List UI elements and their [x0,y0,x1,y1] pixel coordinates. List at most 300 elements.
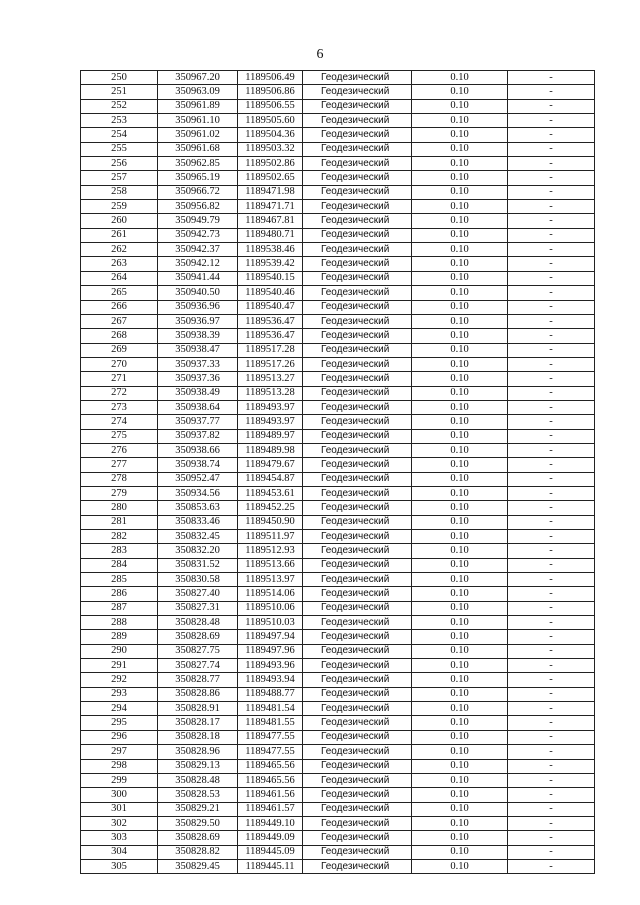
description-cell: - [508,300,595,314]
method-cell: Геодезический [303,99,412,113]
point-number-cell: 279 [81,486,158,500]
table-row [81,185,595,199]
x-coordinate-cell: 350938.74 [158,458,238,472]
table-row [81,515,595,529]
accuracy-cell: 0.10 [412,601,508,615]
method-cell: Геодезический [303,702,412,716]
description-cell: - [508,759,595,773]
accuracy-cell: 0.10 [412,659,508,673]
point-number-cell: 252 [81,99,158,113]
method-cell: Геодезический [303,759,412,773]
x-coordinate-cell: 350829.45 [158,859,238,873]
point-number-cell: 272 [81,386,158,400]
description-cell: - [508,673,595,687]
accuracy-cell: 0.10 [412,730,508,744]
description-cell: - [508,286,595,300]
accuracy-cell: 0.10 [412,214,508,228]
x-coordinate-cell: 350936.96 [158,300,238,314]
table-row [81,157,595,171]
x-coordinate-cell: 350966.72 [158,185,238,199]
y-coordinate-cell: 1189450.90 [238,515,303,529]
accuracy-cell: 0.10 [412,759,508,773]
x-coordinate-cell: 350938.64 [158,400,238,414]
accuracy-cell: 0.10 [412,114,508,128]
point-number-cell: 281 [81,515,158,529]
description-cell: - [508,114,595,128]
point-number-cell: 255 [81,142,158,156]
point-number-cell: 262 [81,243,158,257]
point-number-cell: 267 [81,314,158,328]
y-coordinate-cell: 1189503.32 [238,142,303,156]
accuracy-cell: 0.10 [412,745,508,759]
table-row [81,530,595,544]
table-row [81,400,595,414]
method-cell: Геодезический [303,472,412,486]
x-coordinate-cell: 350942.37 [158,243,238,257]
table-row [81,859,595,873]
y-coordinate-cell: 1189540.15 [238,271,303,285]
table-row [81,601,595,615]
point-number-cell: 257 [81,171,158,185]
description-cell: - [508,99,595,113]
description-cell: - [508,501,595,515]
description-cell: - [508,343,595,357]
x-coordinate-cell: 350961.89 [158,99,238,113]
method-cell: Геодезический [303,228,412,242]
description-cell: - [508,171,595,185]
point-number-cell: 250 [81,71,158,85]
description-cell: - [508,200,595,214]
accuracy-cell: 0.10 [412,99,508,113]
point-number-cell: 261 [81,228,158,242]
accuracy-cell: 0.10 [412,157,508,171]
x-coordinate-cell: 350938.39 [158,329,238,343]
method-cell: Геодезический [303,114,412,128]
point-number-cell: 292 [81,673,158,687]
description-cell: - [508,157,595,171]
y-coordinate-cell: 1189536.47 [238,329,303,343]
description-cell: - [508,71,595,85]
y-coordinate-cell: 1189540.46 [238,286,303,300]
method-cell: Геодезический [303,357,412,371]
description-cell: - [508,85,595,99]
method-cell: Геодезический [303,128,412,142]
method-cell: Геодезический [303,673,412,687]
y-coordinate-cell: 1189489.98 [238,443,303,457]
table-row [81,630,595,644]
table-row [81,200,595,214]
table-row [81,114,595,128]
point-number-cell: 266 [81,300,158,314]
accuracy-cell: 0.10 [412,544,508,558]
table-row [81,443,595,457]
table-row [81,214,595,228]
table-row [81,429,595,443]
accuracy-cell: 0.10 [412,71,508,85]
table-row [81,271,595,285]
accuracy-cell: 0.10 [412,558,508,572]
y-coordinate-cell: 1189511.97 [238,530,303,544]
description-cell: - [508,228,595,242]
description-cell: - [508,616,595,630]
accuracy-cell: 0.10 [412,788,508,802]
method-cell: Геодезический [303,185,412,199]
point-number-cell: 258 [81,185,158,199]
point-number-cell: 277 [81,458,158,472]
method-cell: Геодезический [303,486,412,500]
table-row [81,702,595,716]
y-coordinate-cell: 1189502.65 [238,171,303,185]
x-coordinate-cell: 350828.91 [158,702,238,716]
method-cell: Геодезический [303,271,412,285]
accuracy-cell: 0.10 [412,128,508,142]
description-cell: - [508,271,595,285]
table-row [81,759,595,773]
method-cell: Геодезический [303,745,412,759]
x-coordinate-cell: 350828.53 [158,788,238,802]
y-coordinate-cell: 1189513.28 [238,386,303,400]
y-coordinate-cell: 1189449.09 [238,831,303,845]
accuracy-cell: 0.10 [412,257,508,271]
x-coordinate-cell: 350831.52 [158,558,238,572]
method-cell: Геодезический [303,415,412,429]
description-cell: - [508,458,595,472]
accuracy-cell: 0.10 [412,85,508,99]
y-coordinate-cell: 1189445.11 [238,859,303,873]
point-number-cell: 304 [81,845,158,859]
point-number-cell: 271 [81,372,158,386]
method-cell: Геодезический [303,314,412,328]
method-cell: Геодезический [303,300,412,314]
description-cell: - [508,587,595,601]
x-coordinate-cell: 350828.48 [158,616,238,630]
accuracy-cell: 0.10 [412,300,508,314]
y-coordinate-cell: 1189467.81 [238,214,303,228]
method-cell: Геодезический [303,343,412,357]
accuracy-cell: 0.10 [412,314,508,328]
accuracy-cell: 0.10 [412,343,508,357]
table-row [81,558,595,572]
y-coordinate-cell: 1189514.06 [238,587,303,601]
method-cell: Геодезический [303,372,412,386]
table-row [81,716,595,730]
table-row [81,544,595,558]
table-row [81,845,595,859]
x-coordinate-cell: 350828.18 [158,730,238,744]
y-coordinate-cell: 1189453.61 [238,486,303,500]
method-cell: Геодезический [303,773,412,787]
x-coordinate-cell: 350965.19 [158,171,238,185]
y-coordinate-cell: 1189505.60 [238,114,303,128]
accuracy-cell: 0.10 [412,587,508,601]
point-number-cell: 301 [81,802,158,816]
accuracy-cell: 0.10 [412,443,508,457]
table-row [81,659,595,673]
description-cell: - [508,257,595,271]
point-number-cell: 253 [81,114,158,128]
x-coordinate-cell: 350941.44 [158,271,238,285]
method-cell: Геодезический [303,859,412,873]
method-cell: Геодезический [303,573,412,587]
accuracy-cell: 0.10 [412,831,508,845]
table-row [81,343,595,357]
x-coordinate-cell: 350961.68 [158,142,238,156]
description-cell: - [508,314,595,328]
x-coordinate-cell: 350967.20 [158,71,238,85]
point-number-cell: 294 [81,702,158,716]
accuracy-cell: 0.10 [412,357,508,371]
x-coordinate-cell: 350962.85 [158,157,238,171]
table-row [81,171,595,185]
description-cell: - [508,486,595,500]
accuracy-cell: 0.10 [412,386,508,400]
accuracy-cell: 0.10 [412,415,508,429]
x-coordinate-cell: 350956.82 [158,200,238,214]
method-cell: Геодезический [303,171,412,185]
description-cell: - [508,357,595,371]
table-row [81,831,595,845]
accuracy-cell: 0.10 [412,329,508,343]
coordinates-table [80,70,595,874]
method-cell: Геодезический [303,644,412,658]
point-number-cell: 302 [81,816,158,830]
point-number-cell: 265 [81,286,158,300]
y-coordinate-cell: 1189504.36 [238,128,303,142]
x-coordinate-cell: 350952.47 [158,472,238,486]
accuracy-cell: 0.10 [412,573,508,587]
method-cell: Геодезический [303,501,412,515]
table-row [81,501,595,515]
table-row [81,687,595,701]
method-cell: Геодезический [303,687,412,701]
method-cell: Геодезический [303,730,412,744]
table-row [81,372,595,386]
y-coordinate-cell: 1189465.56 [238,759,303,773]
accuracy-cell: 0.10 [412,630,508,644]
accuracy-cell: 0.10 [412,271,508,285]
point-number-cell: 263 [81,257,158,271]
x-coordinate-cell: 350934.56 [158,486,238,500]
description-cell: - [508,859,595,873]
x-coordinate-cell: 350938.49 [158,386,238,400]
method-cell: Геодезический [303,616,412,630]
y-coordinate-cell: 1189480.71 [238,228,303,242]
coordinates-table-body [81,71,595,874]
method-cell: Геодезический [303,400,412,414]
method-cell: Геодезический [303,845,412,859]
x-coordinate-cell: 350830.58 [158,573,238,587]
method-cell: Геодезический [303,443,412,457]
x-coordinate-cell: 350942.73 [158,228,238,242]
method-cell: Геодезический [303,831,412,845]
y-coordinate-cell: 1189471.71 [238,200,303,214]
point-number-cell: 287 [81,601,158,615]
description-cell: - [508,831,595,845]
x-coordinate-cell: 350937.33 [158,357,238,371]
description-cell: - [508,601,595,615]
description-cell: - [508,802,595,816]
y-coordinate-cell: 1189536.47 [238,314,303,328]
table-row [81,415,595,429]
table-row [81,644,595,658]
accuracy-cell: 0.10 [412,228,508,242]
method-cell: Геодезический [303,214,412,228]
x-coordinate-cell: 350853.63 [158,501,238,515]
table-row [81,71,595,85]
point-number-cell: 299 [81,773,158,787]
point-number-cell: 283 [81,544,158,558]
y-coordinate-cell: 1189477.55 [238,730,303,744]
description-cell: - [508,329,595,343]
y-coordinate-cell: 1189506.86 [238,85,303,99]
accuracy-cell: 0.10 [412,702,508,716]
description-cell: - [508,185,595,199]
description-cell: - [508,544,595,558]
method-cell: Геодезический [303,630,412,644]
description-cell: - [508,128,595,142]
description-cell: - [508,400,595,414]
point-number-cell: 254 [81,128,158,142]
point-number-cell: 298 [81,759,158,773]
table-row [81,573,595,587]
point-number-cell: 278 [81,472,158,486]
point-number-cell: 286 [81,587,158,601]
method-cell: Геодезический [303,71,412,85]
point-number-cell: 251 [81,85,158,99]
table-row [81,816,595,830]
description-cell: - [508,243,595,257]
description-cell: - [508,142,595,156]
table-row [81,730,595,744]
description-cell: - [508,372,595,386]
y-coordinate-cell: 1189454.87 [238,472,303,486]
point-number-cell: 296 [81,730,158,744]
point-number-cell: 274 [81,415,158,429]
accuracy-cell: 0.10 [412,816,508,830]
point-number-cell: 269 [81,343,158,357]
table-row [81,357,595,371]
method-cell: Геодезический [303,716,412,730]
point-number-cell: 256 [81,157,158,171]
description-cell: - [508,788,595,802]
accuracy-cell: 0.10 [412,501,508,515]
x-coordinate-cell: 350828.77 [158,673,238,687]
accuracy-cell: 0.10 [412,616,508,630]
accuracy-cell: 0.10 [412,773,508,787]
description-cell: - [508,530,595,544]
y-coordinate-cell: 1189489.97 [238,429,303,443]
table-row [81,486,595,500]
accuracy-cell: 0.10 [412,802,508,816]
x-coordinate-cell: 350833.46 [158,515,238,529]
x-coordinate-cell: 350963.09 [158,85,238,99]
point-number-cell: 288 [81,616,158,630]
point-number-cell: 289 [81,630,158,644]
x-coordinate-cell: 350940.50 [158,286,238,300]
accuracy-cell: 0.10 [412,644,508,658]
y-coordinate-cell: 1189540.47 [238,300,303,314]
accuracy-cell: 0.10 [412,200,508,214]
y-coordinate-cell: 1189481.54 [238,702,303,716]
x-coordinate-cell: 350829.21 [158,802,238,816]
y-coordinate-cell: 1189461.56 [238,788,303,802]
y-coordinate-cell: 1189517.26 [238,357,303,371]
x-coordinate-cell: 350828.17 [158,716,238,730]
description-cell: - [508,472,595,486]
y-coordinate-cell: 1189513.97 [238,573,303,587]
accuracy-cell: 0.10 [412,472,508,486]
accuracy-cell: 0.10 [412,515,508,529]
point-number-cell: 305 [81,859,158,873]
method-cell: Геодезический [303,816,412,830]
y-coordinate-cell: 1189512.93 [238,544,303,558]
y-coordinate-cell: 1189477.55 [238,745,303,759]
description-cell: - [508,845,595,859]
x-coordinate-cell: 350828.82 [158,845,238,859]
point-number-cell: 270 [81,357,158,371]
x-coordinate-cell: 350828.86 [158,687,238,701]
accuracy-cell: 0.10 [412,372,508,386]
page-number: 6 [316,47,324,62]
point-number-cell: 260 [81,214,158,228]
table-row [81,142,595,156]
accuracy-cell: 0.10 [412,716,508,730]
description-cell: - [508,644,595,658]
x-coordinate-cell: 350936.97 [158,314,238,328]
description-cell: - [508,515,595,529]
y-coordinate-cell: 1189510.06 [238,601,303,615]
y-coordinate-cell: 1189517.28 [238,343,303,357]
x-coordinate-cell: 350937.82 [158,429,238,443]
description-cell: - [508,429,595,443]
y-coordinate-cell: 1189539.42 [238,257,303,271]
accuracy-cell: 0.10 [412,429,508,443]
method-cell: Геодезический [303,601,412,615]
accuracy-cell: 0.10 [412,859,508,873]
description-cell: - [508,558,595,572]
point-number-cell: 268 [81,329,158,343]
x-coordinate-cell: 350828.69 [158,630,238,644]
x-coordinate-cell: 350949.79 [158,214,238,228]
x-coordinate-cell: 350961.02 [158,128,238,142]
point-number-cell: 284 [81,558,158,572]
accuracy-cell: 0.10 [412,486,508,500]
description-cell: - [508,816,595,830]
y-coordinate-cell: 1189538.46 [238,243,303,257]
y-coordinate-cell: 1189481.55 [238,716,303,730]
table-row [81,286,595,300]
accuracy-cell: 0.10 [412,185,508,199]
method-cell: Геодезический [303,530,412,544]
x-coordinate-cell: 350938.66 [158,443,238,457]
table-row [81,386,595,400]
table-row [81,128,595,142]
x-coordinate-cell: 350832.45 [158,530,238,544]
table-row [81,472,595,486]
accuracy-cell: 0.10 [412,845,508,859]
x-coordinate-cell: 350938.47 [158,343,238,357]
table-row [81,300,595,314]
accuracy-cell: 0.10 [412,530,508,544]
table-row [81,228,595,242]
accuracy-cell: 0.10 [412,458,508,472]
point-number-cell: 293 [81,687,158,701]
point-number-cell: 291 [81,659,158,673]
x-coordinate-cell: 350829.13 [158,759,238,773]
accuracy-cell: 0.10 [412,673,508,687]
y-coordinate-cell: 1189502.86 [238,157,303,171]
point-number-cell: 300 [81,788,158,802]
